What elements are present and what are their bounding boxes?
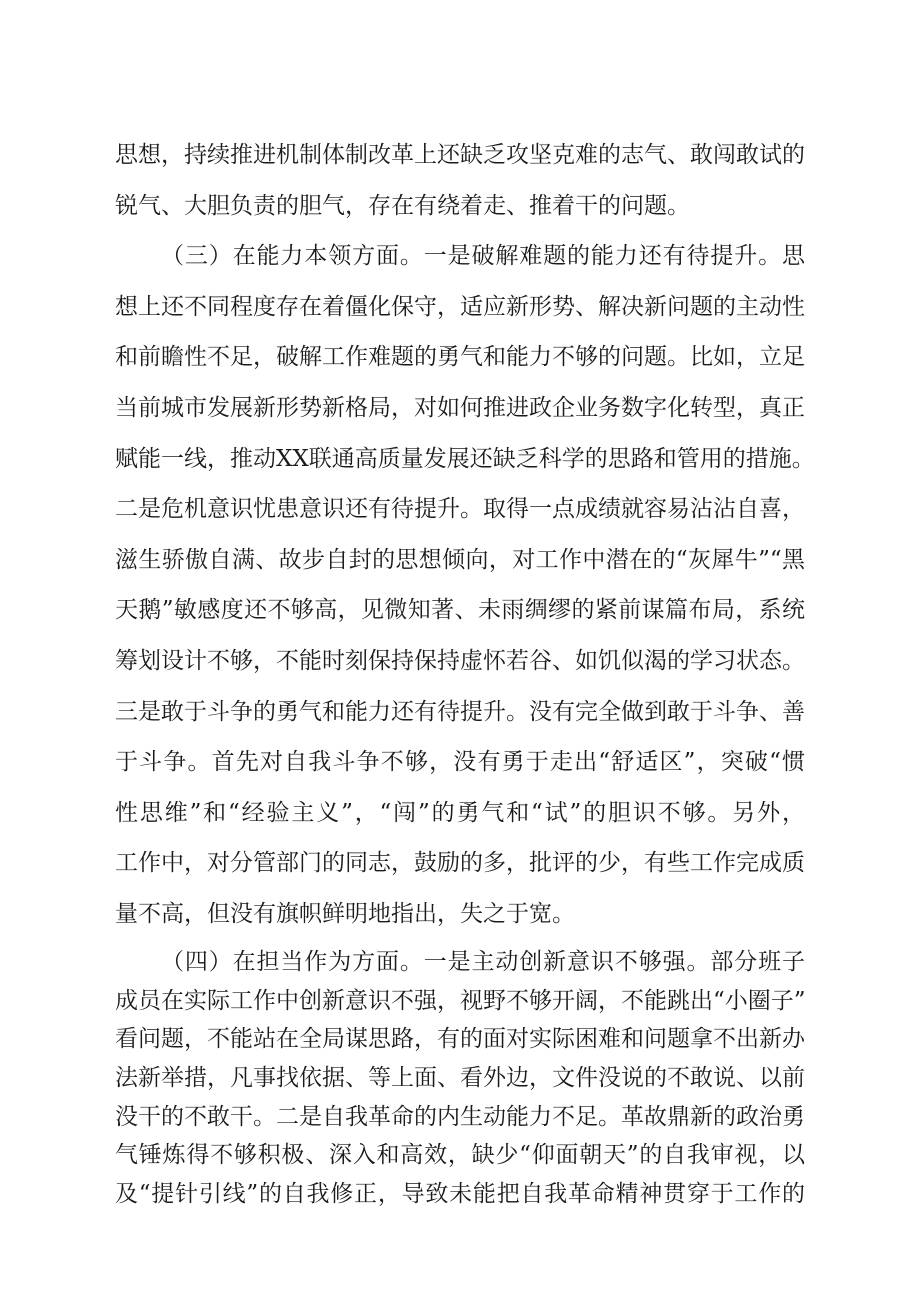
- body-text-block-b: [115, 943, 805, 1214]
- text-line: 思想，持续推进机制体制改革上还缺乏攻坚克难的志气、敢闯敢试的: [115, 142, 805, 168]
- text-line: 天鹅”敏感度还不够高，见微知著、未雨绸缪的紧前谋篇布局，系统: [115, 597, 805, 624]
- text-line: 及“提针引线”的自我修正，导致未能把自我革命精神贯穿于工作的: [115, 1181, 805, 1208]
- text-line: 成员在实际工作中创新意识不强，视野不够开阔，不能跳出“小圈子”: [115, 987, 806, 1014]
- text-line: 二是危机意识忧患意识还有待提升。取得一点成绩就容易沾沾自喜，: [115, 496, 805, 523]
- text-line: 工作中，对分管部门的同志，鼓励的多，批评的少，有些工作完成质: [115, 850, 805, 877]
- text-line: 和前瞻性不足，破解工作难题的勇气和能力不够的问题。比如，立足: [115, 344, 805, 371]
- text-line: 想上还不同程度存在着僵化保守，适应新形势、解决新问题的主动性: [115, 293, 805, 320]
- text-line: 没干的不敢干。二是自我革命的内生动能力不足。革故鼎新的政治勇: [115, 1103, 805, 1130]
- text-line: 量不高，但没有旗帜鲜明地指出，失之于宽。: [115, 900, 575, 927]
- text-line: 法新举措，凡事找依据、等上面、看外边，文件没说的不敢说、以前: [115, 1065, 805, 1092]
- text-line: 当前城市发展新形势新格局，对如何推进政企业务数字化转型，真正: [115, 394, 805, 421]
- text-line: 筹划设计不够，不能时刻保持保持虚怀若谷、如饥似渴的学习状态。: [115, 647, 805, 674]
- text-line: 三是敢于斗争的勇气和能力还有待提升。没有完全做到敢于斗争、善: [115, 698, 805, 725]
- section-heading-line: （四）在担当作为方面。一是主动创新意识不够强。部分班子: [161, 949, 805, 975]
- text-line: 气锤炼得不够积极、深入和高效，缺少“仰面朝天”的自我审视，以: [115, 1142, 805, 1169]
- body-text-block-a: [115, 130, 815, 940]
- text-line: 锐气、大胆负责的胆气，存在有绕着走、推着干的问题。: [115, 192, 690, 219]
- text-line: 看问题，不能站在全局谋思路，有的面对实际困难和问题拿不出新办: [115, 1026, 805, 1053]
- text-line: 于斗争。首先对自我斗争不够，没有勇于走出“舒适区”，突破“惯: [115, 749, 805, 776]
- text-line: 性思维”和“经验主义”，“闯”的勇气和“试”的胆识不够。另外，: [115, 799, 805, 826]
- text-line: 赋能一线，推动XX联通高质量发展还缺乏科学的思路和管用的措施。: [115, 445, 815, 472]
- text-line: 滋生骄傲自满、故步自封的思想倾向，对工作中潜在的“灰犀牛”“黑: [115, 546, 805, 573]
- section-heading-line: （三）在能力本领方面。一是破解难题的能力还有待提升。思: [161, 243, 805, 270]
